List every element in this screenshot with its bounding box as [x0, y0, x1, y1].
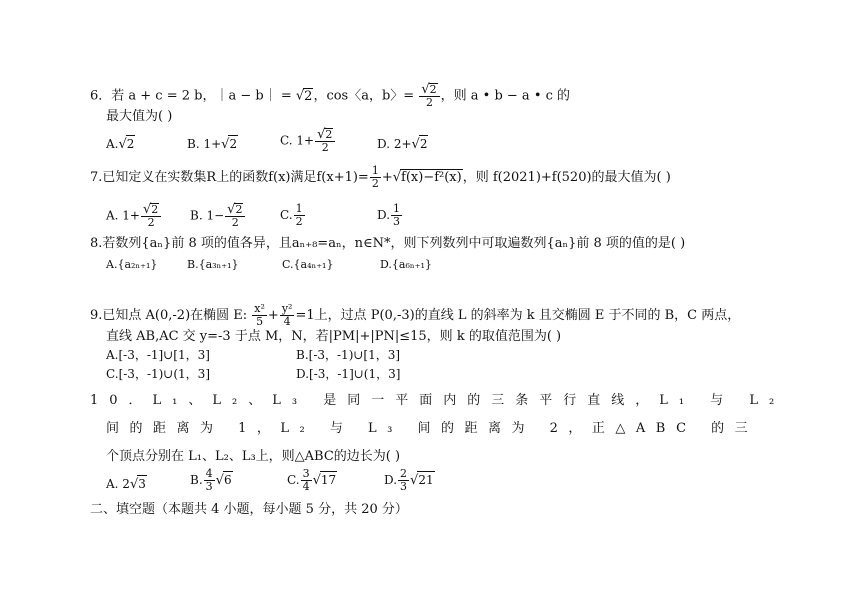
q6-line2: 最大值为( )	[106, 109, 173, 124]
q8-option-a: A.{a₂ₙ₊₁}	[106, 258, 158, 271]
q7-option-d: D. $\frac{1}{3}$	[377, 202, 401, 228]
q8-option-c: C.{a₄ₙ₊₁}	[282, 258, 334, 271]
q9-option-b: B.[-3，-1)∪[1，3]	[296, 348, 401, 362]
q10-line3: 个顶点分别在 L₁、L₂、L₃上，则△ABC的边长为( )	[106, 449, 401, 464]
q9-option-d: D.[-3，-1]∪(1，3]	[296, 367, 401, 381]
q6-text-d: ，则 a • b − a • c 的	[440, 88, 571, 104]
q6-option-a: A.√2	[106, 137, 135, 152]
q6-sqrt-value: 2	[304, 88, 313, 104]
q10-option-b: B. $\frac{4}{3}$ √6	[190, 467, 232, 493]
q7-half: $\frac{1}{2}$	[371, 164, 379, 190]
q6-text-c: ，cos〈a，b〉=	[313, 88, 419, 104]
q9-line1: 9.已知点 A(0,-2)在椭圆 E: $\frac{\text{x²}}{5}$ + $\frac{\text{y²}}{4}$ =1上，过点 P(0,-3)的直线 L 的斜率为 k 且交椭圆 E 于不同的 B，C 两点，	[90, 302, 741, 328]
q7-radicand: f(x)−f²(x)	[401, 170, 462, 185]
q7-option-c: C. $\frac{1}{2}$	[280, 202, 303, 228]
q6-option-d: D. 2+√2	[377, 137, 428, 152]
q10-option-a: A. 2√3	[106, 477, 146, 492]
q10-line2: 间的距离为 1，L₂ 与 L₃ 间的距离为 2，正△ABC 的三	[106, 421, 759, 436]
q8-line1: 8.若数列{aₙ}前 8 项的值各异，且aₙ₊₈=aₙ，n∈N*，则下列数列中可取遍数列{aₙ}前 8 项的值的是( )	[90, 236, 686, 251]
q7-option-b: B. 1− $\frac{√2}{2}$	[190, 203, 246, 229]
q8-option-d: D.{a₆ₙ₊₁}	[380, 258, 432, 271]
q6-frac: $\frac{√2}{2}$	[419, 83, 439, 109]
q9-line2: 直线 AB,AC 交 y=-3 于点 M，N，若|PM|+|PN|≤15，则 k 的取值范围为( )	[106, 329, 562, 344]
q7-line1: 7.已知定义在实数集R上的函数f(x)满足f(x+1)= $\frac{1}{2}$ +√f(x)−f²(x)，则 f(2021)+f(520)的最大值为( )	[90, 164, 671, 190]
q7-option-a: A. 1+ $\frac{√2}{2}$	[106, 203, 162, 229]
q6-option-c: C. 1+ $\frac{√2}{2}$	[280, 128, 336, 154]
q9-frac-x: $\frac{\text{x²}}{5}$	[254, 302, 265, 328]
q10-option-d: D. $\frac{2}{3}$ √21	[384, 467, 434, 493]
q9-frac-y: $\frac{\text{y²}}{4}$	[281, 302, 293, 328]
q10-line1: 10．L₁、L₂、L₃ 是同一平面内的三条平行直线，L₁ 与 L₂	[90, 393, 786, 408]
q6-line1: 6．若 a + c = 2 b，｜a − b｜ = √2，cos〈a，b〉= $\frac{√2}{2}$ ，则 a • b − a • c 的	[90, 82, 571, 109]
q6-text-a: 6．若 a + c = 2 b，｜a − b｜ =	[90, 88, 296, 104]
q6-option-b: B. 1+√2	[187, 137, 238, 152]
q9-option-c: C.[-3，-1)∪(1，3]	[106, 367, 210, 381]
section2-title: 二、填空题（本题共 4 小题，每小题 5 分，共 20 分）	[90, 502, 408, 517]
q10-option-c: C. $\frac{3}{4}$ √17	[287, 467, 337, 493]
q8-option-b: B.{a₃ₙ₊₁}	[187, 258, 239, 271]
q9-option-a: A.[-3，-1]∪[1，3]	[106, 348, 210, 362]
